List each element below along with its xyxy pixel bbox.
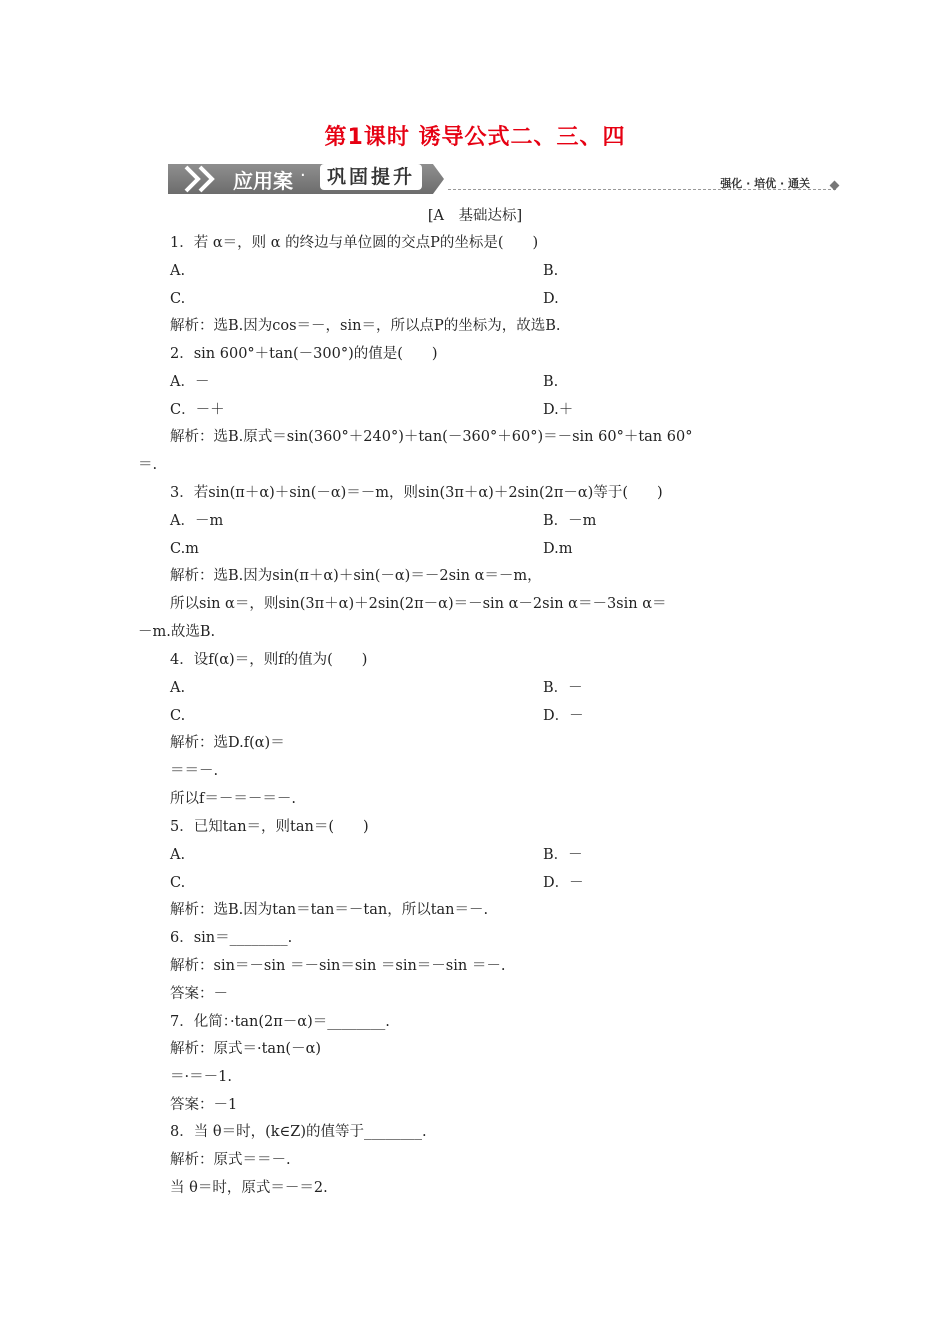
- text-line: 7．化简：·tan(2π－α)＝________.: [170, 1014, 390, 1030]
- text-line: A．－: [170, 374, 210, 390]
- text-line: D.＋: [543, 402, 574, 418]
- text-line: C.: [170, 875, 186, 891]
- text-line: 解析：选B.因为cos＝－，sin＝，所以点P的坐标为，故选B.: [170, 318, 561, 334]
- text-line: A.: [170, 680, 186, 696]
- text-line: B.: [543, 263, 559, 279]
- text-line: ＝＝－.: [170, 763, 219, 779]
- text-line: D.: [543, 291, 559, 307]
- text-line: 解析：原式＝＝－.: [170, 1152, 291, 1168]
- page-title: 第1课时 诱导公式二、三、四: [324, 125, 626, 150]
- text-line: C.: [170, 291, 186, 307]
- text-line: 5．已知tan＝，则tan＝( ): [170, 819, 369, 835]
- text-line: B．－: [543, 680, 583, 696]
- text-line: 解析：选B.原式＝sin(360°＋240°)＋tan(－360°＋60°)＝－sin 60°＋tan 60°: [170, 429, 693, 445]
- section-banner: [168, 162, 840, 198]
- text-line: B．－m: [543, 513, 597, 529]
- text-line: 解析：选B.因为sin(π＋α)＋sin(－α)＝－2sin α＝－m，: [170, 568, 542, 584]
- text-line: C．－＋: [170, 402, 225, 418]
- banner-label: 应用案: [233, 169, 293, 193]
- text-line: C.m: [170, 541, 199, 557]
- text-line: B．－: [543, 847, 583, 863]
- text-line: D.m: [543, 541, 573, 557]
- text-line: 2．sin 600°＋tan(－300°)的值是( ): [170, 346, 438, 362]
- text-line: D．－: [543, 875, 584, 891]
- text-line: ＝·＝－1.: [170, 1069, 232, 1085]
- text-line: 6．sin＝________.: [170, 930, 293, 946]
- text-line: 解析：sin＝－sin ＝－sin＝sin ＝sin＝－sin ＝－.: [170, 958, 506, 974]
- text-line: ＝.: [138, 457, 158, 473]
- section-heading: [A 基础达标]: [427, 208, 523, 224]
- text-line: 当 θ＝时，原式＝－＝2.: [170, 1180, 328, 1196]
- text-line: C.: [170, 708, 186, 724]
- text-line: －m.故选B.: [138, 624, 216, 640]
- text-line: 1．若 α＝，则 α 的终边与单位圆的交点P的坐标是( ): [170, 235, 539, 251]
- text-line: 所以f＝－＝－＝－.: [170, 791, 296, 807]
- banner-tagline: 强化 · 培优 · 通关: [720, 177, 810, 190]
- text-line: A.: [170, 847, 186, 863]
- text-line: 解析：选D.f(α)＝: [170, 735, 285, 751]
- text-line: 3．若sin(π＋α)＋sin(－α)＝－m，则sin(3π＋α)＋2sin(2π－α)等于( ): [170, 485, 663, 501]
- text-line: 解析：原式＝·tan(－α): [170, 1041, 322, 1057]
- text-line: 8．当 θ＝时，(k∈Z)的值等于________.: [170, 1124, 427, 1140]
- text-line: 4．设f(α)＝，则f的值为( ): [170, 652, 368, 668]
- text-line: B.: [543, 374, 559, 390]
- text-line: 答案：－1: [170, 1097, 238, 1113]
- text-line: 所以sin α＝，则sin(3π＋α)＋2sin(2π－α)＝－sin α－2sin α＝－3sin α＝: [170, 596, 667, 612]
- double-chevron-icon: [180, 164, 230, 194]
- text-line: A．－m: [170, 513, 224, 529]
- banner-separator: ·: [300, 165, 306, 186]
- banner-highlight: 巩固提升: [320, 164, 422, 190]
- text-line: 答案：－: [170, 986, 228, 1002]
- text-line: D．－: [543, 708, 584, 724]
- text-line: A.: [170, 263, 186, 279]
- text-line: 解析：选B.因为tan＝tan＝－tan，所以tan＝－.: [170, 902, 489, 918]
